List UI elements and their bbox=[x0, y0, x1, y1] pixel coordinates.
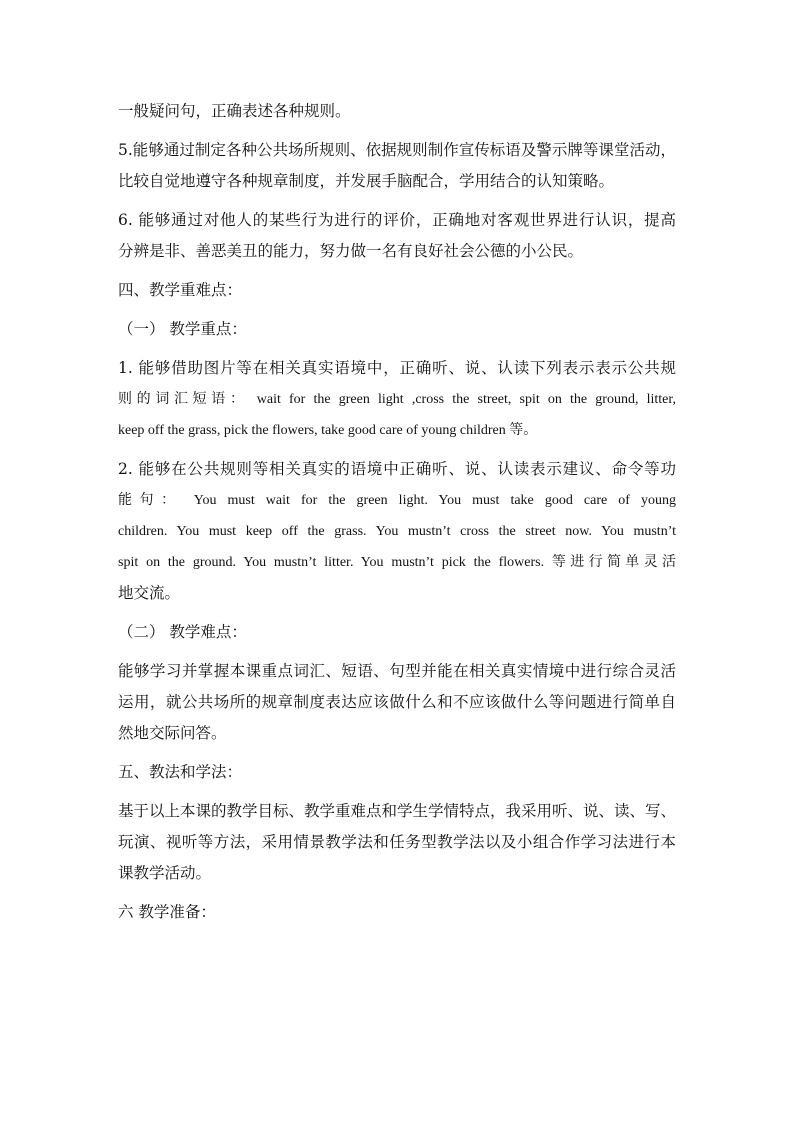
text-line: keep off the grass, pick the flowers, take good care of young children 等。 bbox=[118, 423, 538, 438]
section-heading-4 bbox=[118, 275, 676, 306]
text-line: spit on the ground. You mustn’t litter. You mustn’t pick the flowers. 等进行简单灵活 bbox=[118, 555, 676, 570]
text-line: 五、教法和学法： bbox=[118, 763, 243, 781]
text-line: 1. 能够借助图片等在相关真实语境中，正确听、说、认读下列表示表示公共规 bbox=[118, 359, 676, 377]
paragraph-p2 bbox=[118, 135, 676, 197]
text-line: 六 教学准备： bbox=[118, 903, 216, 921]
text-line: （一） 教学重点： bbox=[118, 320, 247, 338]
paragraph-p1 bbox=[118, 96, 676, 127]
text-line: 能够学习并掌握本课重点词汇、短语、句型并能在相关真实情境中进行综合灵活 bbox=[118, 662, 676, 680]
text-line: 则的词汇短语： wait for the green light ,cross the street, spit on the ground, litter, bbox=[118, 392, 676, 407]
section-heading-5 bbox=[118, 757, 676, 788]
paragraph-p6 bbox=[118, 353, 676, 446]
paragraph-p11 bbox=[118, 796, 676, 889]
paragraph-p7 bbox=[118, 454, 676, 609]
subsection-heading-focus bbox=[118, 314, 676, 345]
text-line: 地交流。 bbox=[118, 584, 181, 602]
text-line: （二） 教学难点： bbox=[118, 623, 247, 641]
text-line: 5.能够通过制定各种公共场所规则、依据规则制作宣传标语及警示牌等课堂活动， bbox=[118, 141, 676, 159]
text-line: 2. 能够在公共规则等相关真实的语境中正确听、说、认读表示建议、命令等功 bbox=[118, 460, 676, 478]
subsection-heading-difficulty bbox=[118, 617, 676, 648]
text-line: 比较自觉地遵守各种规章制度，并发展手脑配合，学用结合的认知策略。 bbox=[118, 172, 615, 190]
document-page bbox=[118, 96, 676, 928]
text-line: 运用，就公共场所的规章制度表达应该做什么和不应该做什么等问题进行简单自 bbox=[118, 693, 676, 711]
text-line: 四、教学重难点： bbox=[118, 281, 243, 299]
text-line: 分辨是非、善恶美丑的能力，努力做一名有良好社会公德的小公民。 bbox=[118, 242, 584, 260]
text-line: 基于以上本课的教学目标、教学重难点和学生学情特点，我采用听、说、读、写、 bbox=[118, 802, 677, 820]
text-line: 玩演、视听等方法，采用情景教学法和任务型教学法以及小组合作学习法进行本 bbox=[118, 833, 676, 851]
text-line: 能句： You must wait for the green light. You must take good care of young bbox=[118, 493, 676, 508]
paragraph-p9 bbox=[118, 656, 676, 749]
paragraph-p3 bbox=[118, 205, 676, 267]
text-line: 然地交际问答。 bbox=[118, 724, 227, 742]
text-line: 一般疑问句，正确表述各种规则。 bbox=[118, 102, 351, 120]
section-heading-6 bbox=[118, 897, 676, 928]
text-line: 6. 能够通过对他人的某些行为进行的评价，正确地对客观世界进行认识，提高 bbox=[118, 211, 676, 229]
text-line: children. You must keep off the grass. You mustn’t cross the street now. You mustn’t bbox=[118, 524, 676, 539]
text-line: 课教学活动。 bbox=[118, 864, 212, 882]
